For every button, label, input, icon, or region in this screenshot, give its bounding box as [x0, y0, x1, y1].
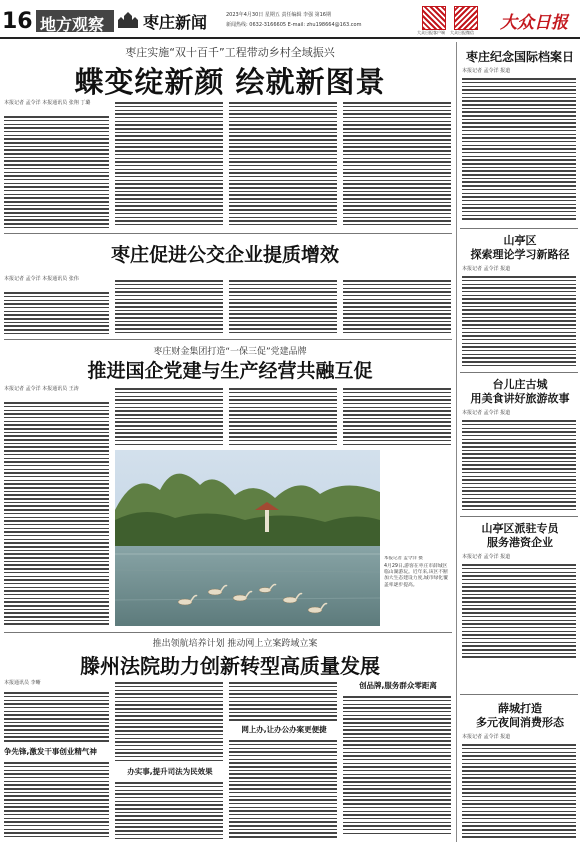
party-body-col-1	[4, 400, 109, 628]
court-headline: 滕州法院助力创新转型高质量发展	[80, 654, 380, 678]
party-body-col-3	[229, 386, 337, 446]
sidebar-rule-3	[460, 516, 578, 517]
lead-body-col-2	[115, 100, 223, 230]
sidebar-headline-4b: 服务港资企业	[487, 536, 553, 549]
contact-info: 新闻热线: 0632-3166605 E-mail: zhu198664@163.com	[226, 22, 362, 28]
sidebar-headline-1: 枣庄纪念国际档案日	[465, 50, 574, 64]
party-body-col-2	[115, 386, 223, 446]
bus-headline: 枣庄促进公交企业提质增效	[110, 244, 339, 266]
party-kicker: 枣庄财金集团打造“一保三促”党建品牌	[153, 347, 307, 357]
sidebar-body-4	[462, 562, 576, 662]
sidebar-headline-2b: 探索理论学习新路径	[470, 248, 570, 261]
court-subhead-2: 办实事,提升司法为民效果	[127, 767, 213, 776]
bus-body-col-4	[343, 278, 451, 336]
lead-body-col-1	[4, 114, 109, 230]
court-kicker: 推出领航培养计划 推动网上立案跨域立案	[152, 639, 318, 649]
qr-code-1[interactable]	[422, 6, 446, 30]
sidebar-byline-5: 本报记者 孟令洋 报道	[462, 734, 511, 740]
bus-body-col-1	[4, 290, 109, 336]
bus-body-col-3	[229, 278, 337, 336]
lake-photo	[115, 450, 380, 626]
paper-logo: 大众日报	[500, 13, 568, 33]
sidebar-headline-3: 台儿庄古城	[492, 378, 548, 391]
sidebar-headline-2: 山亭区	[503, 234, 537, 247]
lead-byline: 本报记者 孟令洋 本报通讯员 张翔 丁璐	[4, 100, 91, 106]
court-body-col-2b	[115, 780, 223, 840]
sidebar-byline-1: 本报记者 孟令洋 报道	[462, 68, 511, 74]
page-number: 16	[2, 9, 33, 34]
issue-date: 2023年4月30日 星期五 责任编辑 李强 第16期	[226, 12, 331, 18]
sidebar-byline-2: 本报记者 孟令洋 报道	[462, 266, 511, 272]
bus-body-col-2	[115, 278, 223, 336]
sidebar-rule-2	[460, 372, 578, 373]
court-body-col-2a	[115, 680, 223, 764]
sidebar-body-1	[462, 76, 576, 226]
qr-caption-2: 大众日报微信	[450, 30, 474, 35]
party-headline: 推进国企党建与生产经营共融互促	[87, 360, 373, 382]
photo-caption-text: 4月29日,游客在枣庄市薛城区临山湖游玩。近年来,该区不断加大生态建设力度,城市绿化覆盖率逐步提高。	[384, 564, 448, 588]
photo-caption	[384, 556, 452, 626]
city-skyline-icon	[116, 8, 140, 32]
sidebar-body-3	[462, 418, 576, 514]
divider-2	[4, 339, 452, 340]
court-body-col-3a	[229, 680, 337, 722]
court-body-col-1b	[4, 760, 109, 840]
divider-1	[4, 233, 452, 234]
sidebar-body-2	[462, 274, 576, 370]
lead-body-col-3	[229, 100, 337, 230]
photo-credit: 本报记者 孟令洋 摄	[384, 556, 423, 561]
sidebar-byline-3: 本报记者 孟令洋 报道	[462, 410, 511, 416]
sidebar-body-5	[462, 742, 576, 840]
court-subhead-3: 网上办,让办公办案更便捷	[241, 725, 327, 734]
lead-kicker: 枣庄实施“双十百千”工程带动乡村全域振兴	[125, 46, 335, 59]
sidebar-divider	[456, 42, 457, 842]
lead-headline: 蝶变绽新颜 绘就新图景	[74, 65, 386, 99]
divider-3	[4, 632, 452, 633]
sidebar-headline-5: 薛城打造	[498, 702, 542, 715]
court-body-col-4	[343, 694, 451, 840]
section-name: 枣庄新闻	[143, 13, 208, 32]
qr-code-2[interactable]	[454, 6, 478, 30]
party-byline: 本报记者 孟令洋 本报通讯员 王涛	[4, 386, 79, 392]
bus-byline: 本报记者 孟令洋 本报通讯员 张伟	[4, 276, 79, 282]
section-label: 地方观察	[36, 10, 114, 32]
sidebar-headline-4: 山亭区派驻专员	[481, 522, 559, 535]
court-body-col-3b	[229, 738, 337, 840]
sidebar-byline-4: 本报记者 孟令洋 报道	[462, 554, 511, 560]
court-byline: 本报通讯员 李晰	[4, 680, 41, 686]
masthead	[0, 0, 580, 40]
court-body-col-1a	[4, 690, 109, 744]
sidebar-rule-1	[460, 228, 578, 229]
court-subhead-1: 争先锋,激发干事创业精气神	[4, 747, 97, 756]
sidebar-headline-3b: 用美食讲好旅游故事	[470, 392, 570, 405]
sidebar-headline-5b: 多元夜间消费形态	[476, 716, 564, 729]
sidebar-rule-4	[460, 694, 578, 695]
qr-caption-1: 大众日报客户端	[417, 30, 445, 35]
lead-body-col-4	[343, 100, 451, 230]
court-subhead-4: 创品牌,服务群众零距离	[359, 681, 437, 690]
masthead-rule	[0, 37, 580, 39]
party-body-col-4	[343, 386, 451, 446]
